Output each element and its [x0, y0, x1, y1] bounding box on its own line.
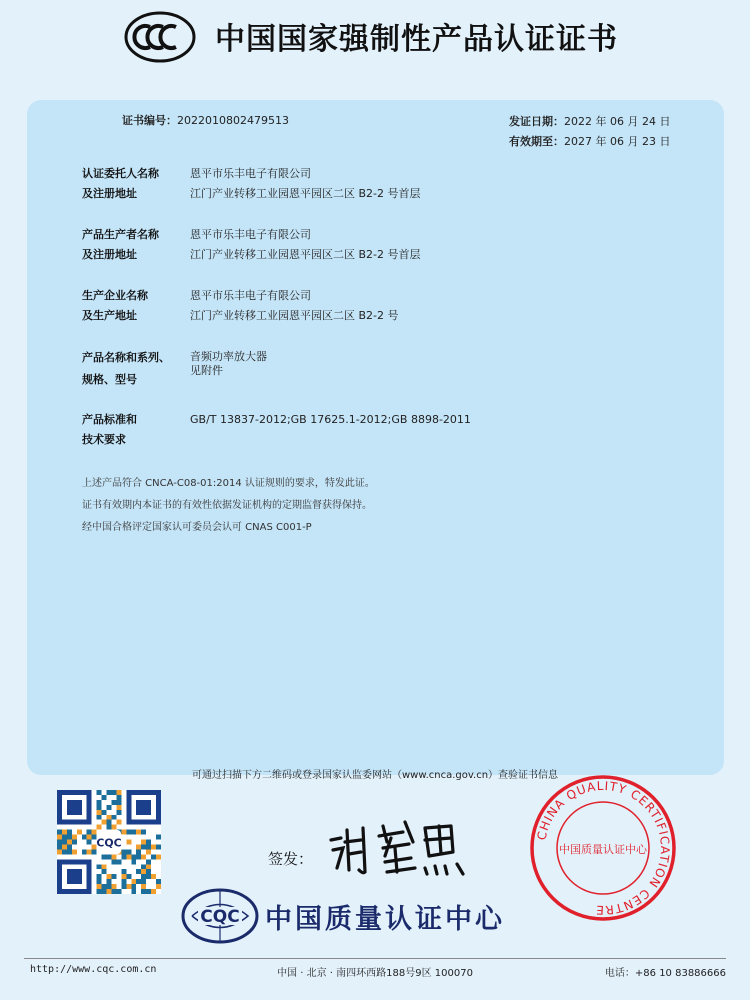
seal-inner-text: 中国质量认证中心 — [559, 843, 647, 856]
statement-validity: 证书有效期内本证书的有效性依据发证机构的定期监督获得保持。 — [82, 500, 372, 511]
signature-label: 签发： — [268, 850, 314, 868]
issuer-name: 中国质量认证中心 — [265, 904, 505, 935]
issue-date — [509, 112, 670, 132]
signature — [325, 812, 475, 882]
seal-ring-text: CHINA QUALITY CERTIFICATION CENTRE — [534, 778, 673, 918]
issue-date-value: 2022 年 06 月 24 日 — [564, 115, 671, 128]
field-label: 认证委托人名称 及注册地址 — [82, 167, 159, 200]
ccc-mark-icon — [124, 10, 196, 64]
certificate-title: 中国国家强制性产品认证证书 — [215, 22, 618, 57]
qr-center-logo: CQC — [96, 836, 122, 850]
footer-phone: 电话：+86 10 83886666 — [604, 968, 726, 979]
footer-website-link[interactable]: http://www.cqc.com.cn — [30, 964, 157, 975]
statement-accreditation: 经中国合格评定国家认可委员会认可 CNAS C001-P — [82, 522, 312, 533]
field-label: 产品名称和系列、 规格、型号 — [82, 351, 170, 386]
certificate-panel — [27, 100, 724, 775]
field-value: 恩平市乐丰电子有限公司 江门产业转移工业园恩平园区二区 B2-2 号 — [190, 289, 399, 322]
cqc-logo-icon — [180, 887, 260, 945]
qr-code[interactable] — [57, 790, 161, 894]
field-value: 恩平市乐丰电子有限公司 江门产业转移工业园恩平园区二区 B2-2 号首层 — [190, 228, 421, 261]
field-value: 恩平市乐丰电子有限公司 江门产业转移工业园恩平园区二区 B2-2 号首层 — [190, 167, 421, 200]
footer-divider — [24, 958, 726, 959]
certificate-header — [0, 0, 750, 90]
field-label: 生产企业名称 及生产地址 — [82, 289, 148, 322]
certificate-number-label: 证书编号： — [122, 114, 177, 127]
expiry-date-label: 有效期至： — [509, 135, 564, 148]
expiry-date-value: 2027 年 06 月 23 日 — [564, 135, 671, 148]
cqc-logo-text: CQC — [200, 907, 240, 927]
field-value: 音频功率放大器 见附件 — [190, 350, 267, 377]
certificate-number-value: 2022010802479513 — [177, 114, 289, 127]
validity-block — [509, 112, 670, 152]
issue-date-label: 发证日期： — [509, 115, 564, 128]
field-value: GB/T 13837-2012;GB 17625.1-2012;GB 8898-2011 — [190, 413, 471, 426]
statement-conformity: 上述产品符合 CNCA-C08-01:2014 认证规则的要求，特发此证。 — [82, 478, 375, 489]
expiry-date — [509, 132, 670, 152]
field-label: 产品标准和 技术要求 — [82, 413, 137, 446]
field-label: 产品生产者名称 及注册地址 — [82, 228, 159, 261]
official-seal-icon — [528, 773, 678, 923]
certificate-number — [122, 112, 289, 128]
footer-address: 中国 · 北京 · 南四环西路188号9区 100070 — [277, 968, 473, 979]
verify-note: 可通过扫描下方二维码或登录国家认监委网站（www.cnca.gov.cn）查验证书信息 — [191, 770, 559, 781]
